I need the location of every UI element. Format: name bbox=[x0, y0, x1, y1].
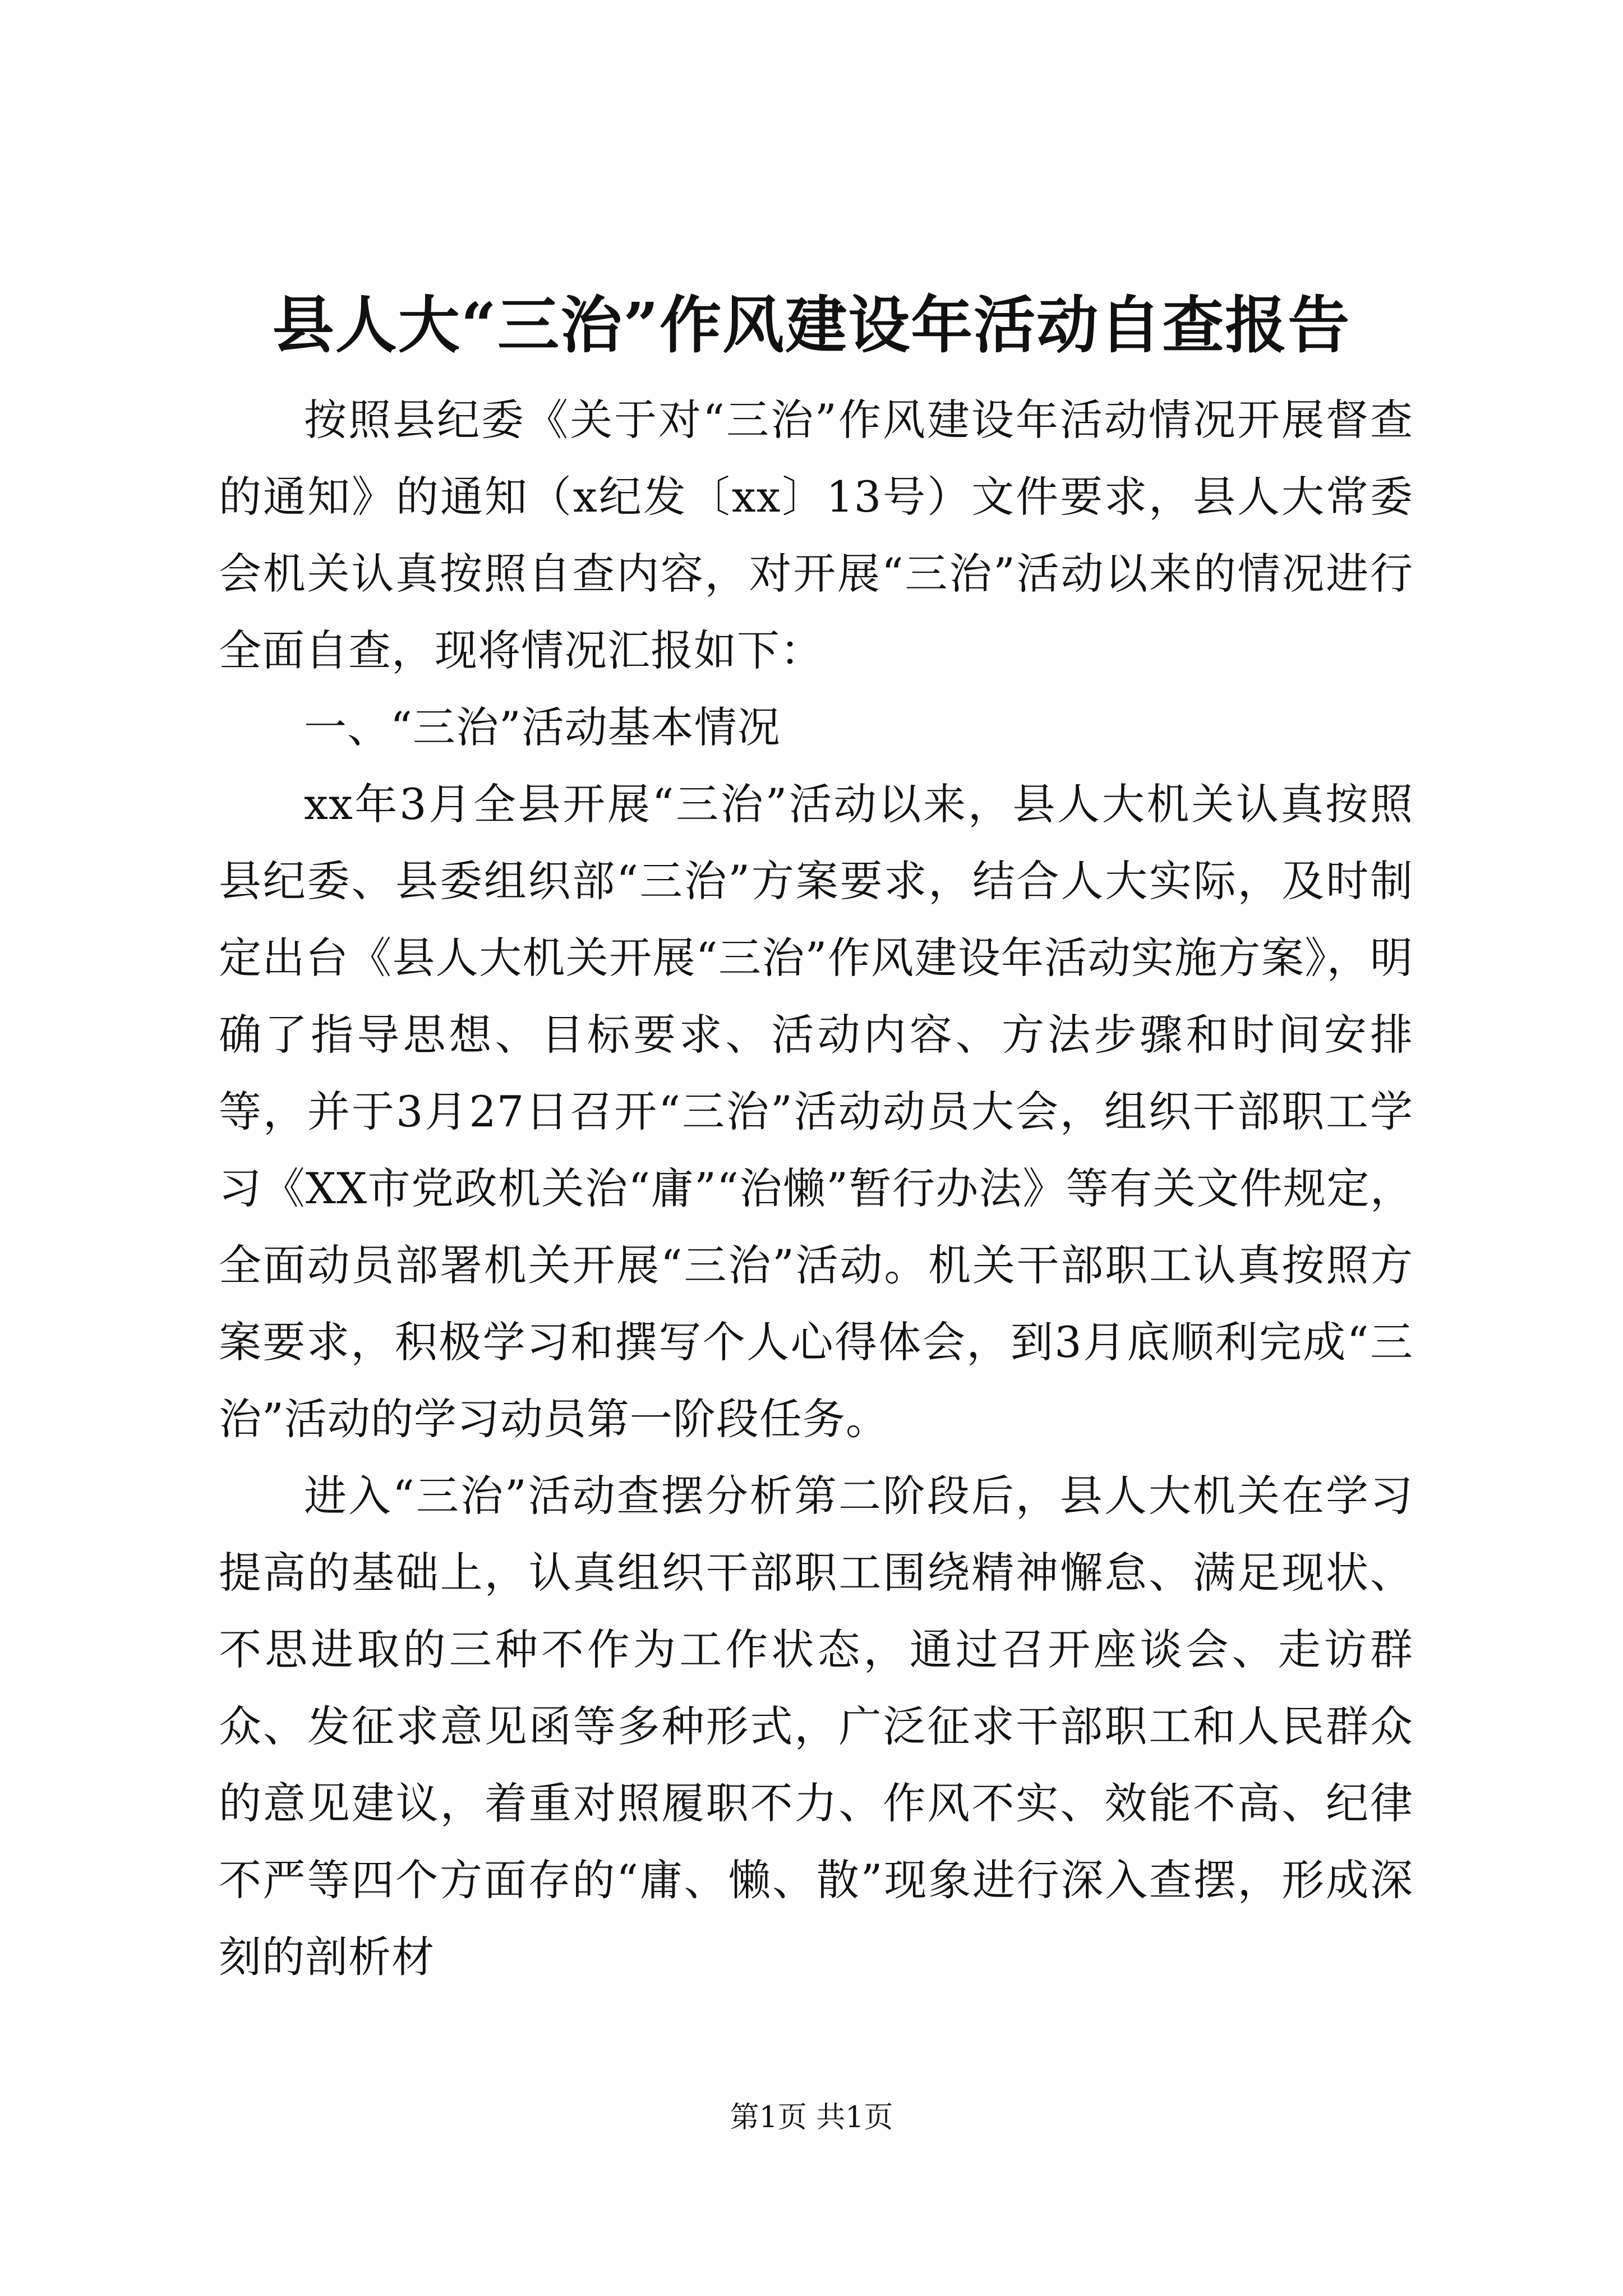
section-heading: 一、“三治”活动基本情况 bbox=[304, 702, 781, 752]
paragraph-intro: 按照县纪委《关于对“三治”作风建设年活动情况开展督查的通知》的通知（x纪发〔xx〕13号）文件要求，县人大常委会机关认真按照自查内容，对开展“三治”活动以来的情况进行全面自查，现将情况汇报如下： bbox=[219, 395, 1413, 675]
document-body bbox=[219, 381, 1413, 1995]
paragraph-stage-two: 进入“三治”活动查摆分析第二阶段后，县人大机关在学习提高的基础上，认真组织干部职工围绕精神懈怠、满足现状、不思进取的三种不作为工作状态，通过召开座谈会、走访群众、发征求意见函等多种形式，广泛征求干部职工和人民群众的意见建议，着重对照履职不力、作风不实、效能不高、纪律不严等四个方面存的“庸、懒、散”现象进行深入查摆，形成深刻的剖析材 bbox=[219, 1471, 1413, 1982]
document-title: 县人大“三治”作风建设年活动自查报告 bbox=[272, 289, 1351, 361]
page-number-footer: 第1页 共1页 bbox=[730, 2101, 893, 2134]
paragraph-stage-one: xx年3月全县开展“三治”活动以来，县人大机关认真按照县纪委、县委组织部“三治”方案要求，结合人大实际，及时制定出台《县人大机关开展“三治”作风建设年活动实施方案》，明确了指导思想、目标要求、活动内容、方法步骤和时间安排等，并于3月27日召开“三治”活动动员大会，组织干部职工学习《XX市党政机关治“庸”“治懒”暂行办法》等有关文件规定，全面动员部署机关开展“三治”活动。机关干部职工认真按照方案要求，积极学习和撰写个人心得体会，到3月底顺利完成“三治”活动的学习动员第一阶段任务。 bbox=[219, 779, 1413, 1444]
